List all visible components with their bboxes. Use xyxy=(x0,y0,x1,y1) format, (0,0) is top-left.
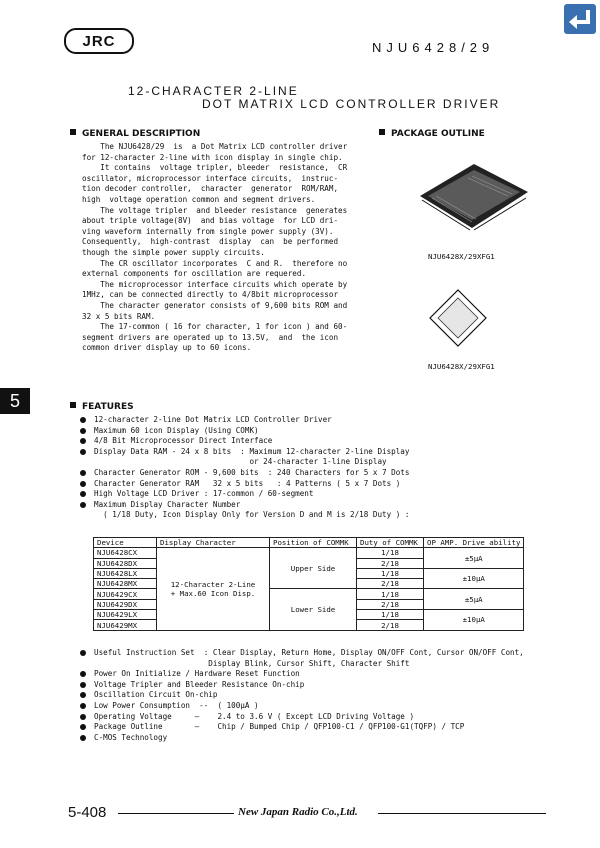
feature-item: Power On Initialize / Hardware Reset Function xyxy=(80,669,600,680)
device-cell: NJU6429MX xyxy=(94,620,157,630)
device-cell: NJU6429LX xyxy=(94,610,157,620)
package-caption-2: NJU6428X/29XFG1 xyxy=(428,362,495,371)
feature-item: C-MOS Technology xyxy=(80,733,600,744)
jrc-logo xyxy=(64,28,134,54)
bullet-dot-icon xyxy=(80,714,86,720)
footer-divider-left xyxy=(118,813,234,814)
footer-divider-right xyxy=(378,813,546,814)
feature-item: High Voltage LCD Driver : 17-common / 60-segment xyxy=(80,489,600,500)
bullet-dot-icon xyxy=(80,470,86,476)
feature-item: Voltage Tripler and Bleeder Resistance On-chip xyxy=(80,680,600,691)
bullet-dot-icon xyxy=(80,703,86,709)
drive-cell: ±10μA xyxy=(424,568,524,589)
bullet-dot-icon xyxy=(80,671,86,677)
drive-cell: ±5μA xyxy=(424,589,524,610)
feature-item: Oscillation Circuit On-chip xyxy=(80,690,600,701)
device-cell: NJU6429DX xyxy=(94,599,157,609)
table-header: Position of COMMK xyxy=(270,538,357,548)
device-cell: NJU6428CX xyxy=(94,548,157,558)
bullet-dot-icon xyxy=(80,449,86,455)
features-list xyxy=(80,415,600,521)
duty-cell: 1/18 xyxy=(357,568,424,578)
duty-cell: 1/18 xyxy=(357,610,424,620)
feature-item: Operating Voltage — 2.4 to 3.6 V ( Except LCD Driving Voltage ) xyxy=(80,712,600,723)
bullet-dot-icon xyxy=(80,417,86,423)
table-header: Duty of COMMK xyxy=(357,538,424,548)
package-outline-heading xyxy=(379,129,485,139)
feature-item: Package Outline — Chip / Bumped Chip / QFP100-C1 / QFP100-G1(TQFP) / TCP xyxy=(80,722,600,733)
table-header-row xyxy=(94,538,524,548)
return-arrow-icon xyxy=(564,4,596,34)
display-character-line2: + Max.60 Icon Disp. xyxy=(170,588,256,598)
feature-item: Display Data RAM - 24 x 8 bits : Maximum 12-character 2-line Display or 24-character 1-line Display xyxy=(80,447,600,468)
duty-cell: 2/18 xyxy=(357,579,424,589)
drive-cell: ±10μA xyxy=(424,610,524,631)
package-caption-1: NJU6428X/29XFG1 xyxy=(428,252,495,261)
bullet-square-icon xyxy=(70,402,76,408)
package-heading-text: PACKAGE OUTLINE xyxy=(391,129,485,139)
display-character-cell xyxy=(157,548,270,630)
duty-cell: 1/18 xyxy=(357,548,424,558)
device-cell: NJU6428MX xyxy=(94,579,157,589)
bullet-dot-icon xyxy=(80,481,86,487)
position-cell: Upper Side xyxy=(270,548,357,589)
feature-item: Maximum 60 icon Display (Using COMK) xyxy=(80,426,600,437)
qfp-package-image-2 xyxy=(426,286,490,354)
features-heading-text: FEATURES xyxy=(82,402,134,412)
bullet-dot-icon xyxy=(80,438,86,444)
chapter-tab: 5 xyxy=(0,388,30,414)
feature-item: 12-character 2-line Dot Matrix LCD Controller Driver xyxy=(80,415,600,426)
duty-cell: 2/18 xyxy=(357,558,424,568)
bullet-dot-icon xyxy=(80,502,86,508)
table-header: Device xyxy=(94,538,157,548)
spec-table xyxy=(93,537,524,631)
feature-item: Useful Instruction Set : Clear Display, Return Home, Display ON/OFF Cont, Cursor ON/OFF Cont, Display Blink, Cursor Shift, Character Shift xyxy=(80,648,600,669)
bullet-dot-icon xyxy=(80,491,86,497)
device-cell: NJU6429CX xyxy=(94,589,157,599)
page-number: 5-408 xyxy=(68,804,107,821)
features-list-continued xyxy=(80,648,600,743)
duty-cell: 2/18 xyxy=(357,620,424,630)
general-description-text: The NJU6428/29 is a Dot Matrix LCD controller driver for 12-character 2-line with icon display in single chip. It contains voltage tripler, bleeder resistance, CR oscillator, microprocessor interface circuits, instruc- tion decoder controller, character generator ROM/RAM, high voltage operation common and segment drivers. The voltage tripler and bleeder resistance generates about triple voltage(8V) and bias voltage for LCD dri- ving waveform internally from single power supply (3V). Consequently, high-contrast display can be performed though the simple power supply circuits. The CR oscillator incorporates C and R. therefore no external components for oscillation are requered. The microprocessor interface circuits which operate by 1MHz, can be connected directly to 4/8bit microprocessor The character generator consists of 9,600 bits ROM and 32 x 5 bits RAM. The 17-common ( 16 for character, 1 for icon ) and 60- segment drivers are operated up to 13.5V, and the icon common driver display up to 60 icons. xyxy=(82,142,348,353)
general-description-heading xyxy=(70,129,200,139)
device-cell: NJU6428LX xyxy=(94,568,157,578)
table-header: Display Character xyxy=(157,538,270,548)
doc-title-line1: 12-CHARACTER 2-LINE xyxy=(128,84,299,98)
duty-cell: 1/18 xyxy=(357,589,424,599)
bullet-square-icon xyxy=(70,129,76,135)
table-header: OP AMP. Drive ability xyxy=(424,538,524,548)
feature-item: Low Power Consumption -- ( 100μA ) xyxy=(80,701,600,712)
bullet-square-icon xyxy=(379,129,385,135)
features-heading xyxy=(70,402,134,412)
back-button[interactable] xyxy=(564,4,596,34)
general-heading-text: GENERAL DESCRIPTION xyxy=(82,129,201,139)
position-cell: Lower Side xyxy=(270,589,357,630)
bullet-dot-icon xyxy=(80,650,86,656)
bullet-dot-icon xyxy=(80,724,86,730)
feature-item: Character Generator ROM - 9,600 bits : 240 Characters for 5 x 7 Dots xyxy=(80,468,600,479)
logo-text: JRC xyxy=(82,32,116,50)
feature-item: 4/8 Bit Microprocessor Direct Interface xyxy=(80,436,600,447)
bullet-dot-icon xyxy=(80,682,86,688)
bullet-dot-icon xyxy=(80,735,86,741)
doc-title-line2: DOT MATRIX LCD CONTROLLER DRIVER xyxy=(202,97,501,111)
feature-item: Character Generator RAM 32 x 5 bits : 4 Patterns ( 5 x 7 Dots ) xyxy=(80,479,600,490)
part-number: NJU6428/29 xyxy=(372,40,495,55)
company-name: New Japan Radio Co.,Ltd. xyxy=(238,806,358,818)
bullet-dot-icon xyxy=(80,428,86,434)
qfp-package-image-1 xyxy=(412,158,532,242)
feature-item: Maximum Display Character Number ( 1/18 Duty, Icon Display Only for Version D and M is 2/18 Duty ) : xyxy=(80,500,600,521)
duty-cell: 2/18 xyxy=(357,599,424,609)
display-character-line1: 12-Character 2-Line xyxy=(170,579,256,589)
bullet-dot-icon xyxy=(80,692,86,698)
device-cell: NJU6428DX xyxy=(94,558,157,568)
table-row xyxy=(94,548,524,558)
drive-cell: ±5μA xyxy=(424,548,524,569)
